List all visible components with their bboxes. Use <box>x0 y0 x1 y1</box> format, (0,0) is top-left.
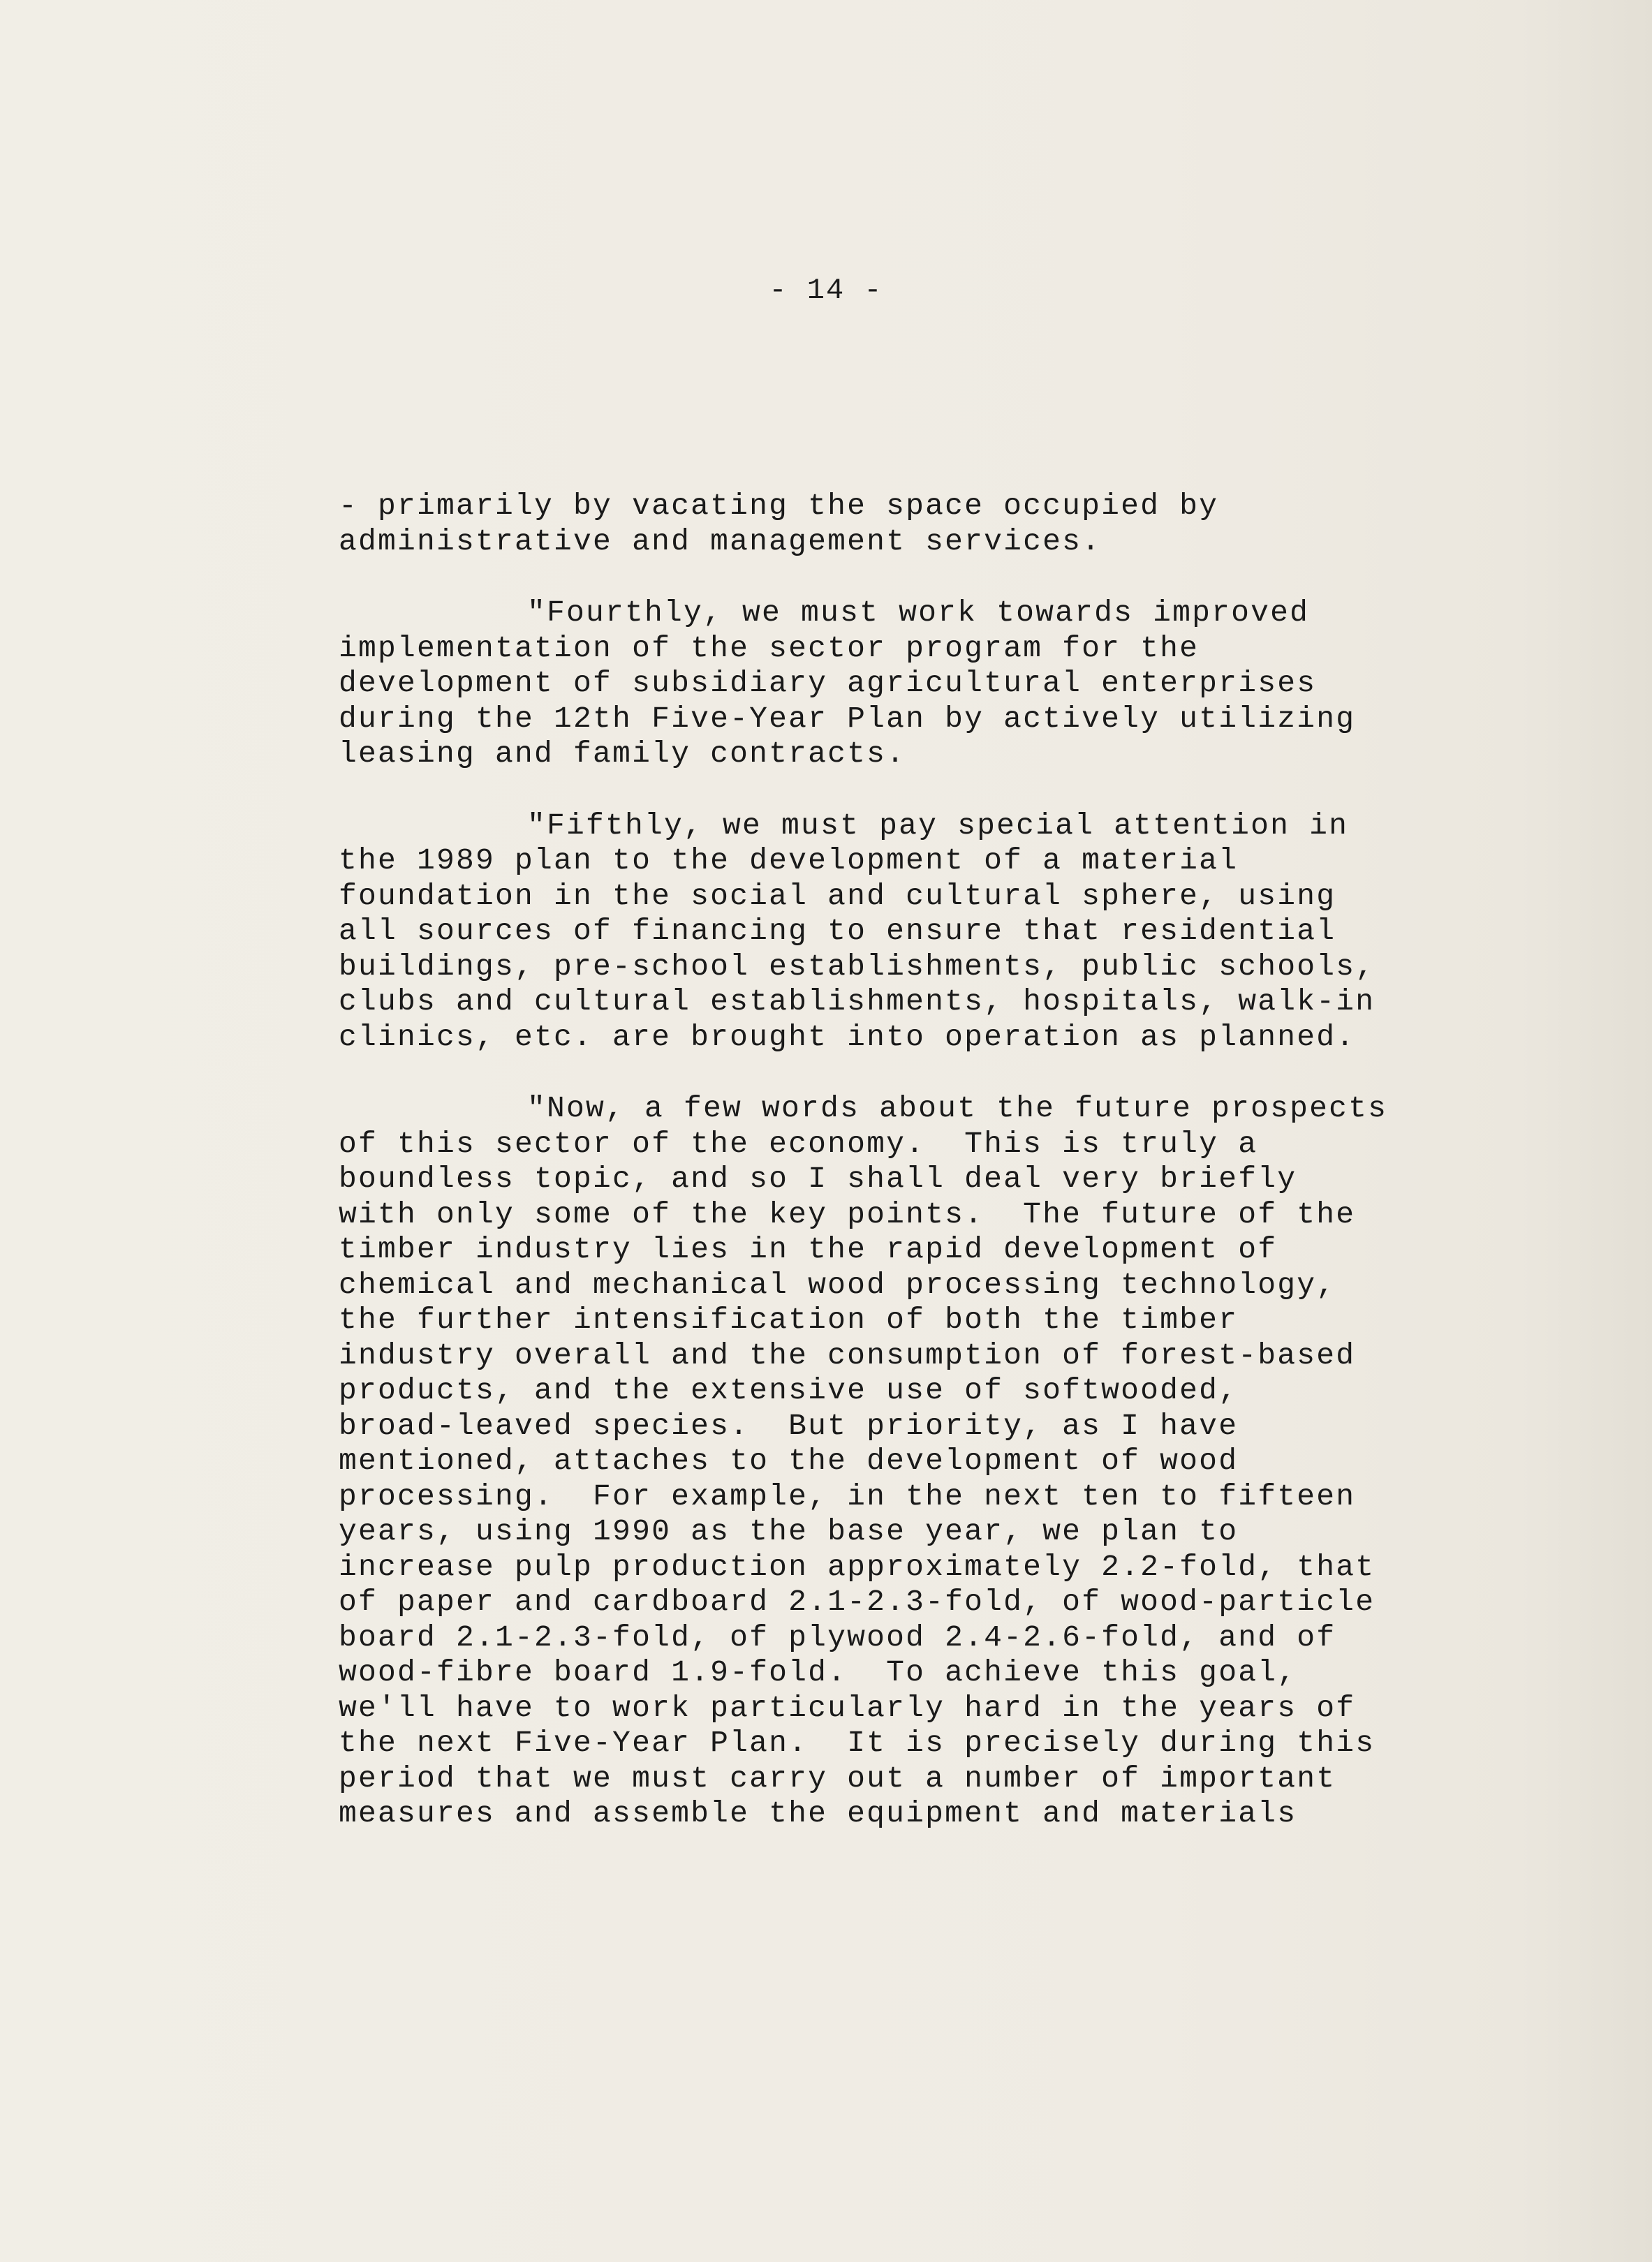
text-line: years, using 1990 as the base year, we plan to <box>339 1514 1239 1548</box>
text-line: during the 12th Five-Year Plan by actively utilizing <box>339 701 1356 736</box>
text-line: the further intensification of both the timber <box>339 1303 1239 1337</box>
paragraph-fifthly <box>339 808 1526 1056</box>
text-line: chemical and mechanical wood processing technology, <box>339 1267 1336 1302</box>
text-line: broad-leaved species. But priority, as I have <box>339 1408 1239 1443</box>
text-line: period that we must carry out a number of important <box>339 1761 1336 1796</box>
text-line: we'll have to work particularly hard in the years of <box>339 1690 1356 1725</box>
text-line: "Fourthly, we must work towards improved <box>527 596 1310 630</box>
text-line: mentioned, attaches to the development of wood <box>339 1444 1239 1478</box>
text-line: measures and assemble the equipment and materials <box>339 1796 1297 1831</box>
text-line: boundless topic, and so I shall deal very briefly <box>339 1162 1297 1196</box>
text-line: the next Five-Year Plan. It is precisely during this <box>339 1726 1376 1760</box>
text-line: clinics, etc. are brought into operation as planned. <box>339 1019 1356 1054</box>
text-line: clubs and cultural establishments, hospitals, walk-in <box>339 984 1376 1019</box>
text-line: products, and the extensive use of softwooded, <box>339 1373 1239 1407</box>
paragraph-fourthly <box>339 596 1526 772</box>
text-line: all sources of financing to ensure that residential <box>339 914 1336 948</box>
text-line: development of subsidiary agricultural enterprises <box>339 666 1317 700</box>
text-line: administrative and management services. <box>339 524 1102 559</box>
text-line: of this sector of the economy. This is truly a <box>339 1126 1258 1161</box>
text-line: the 1989 plan to the development of a material <box>339 843 1239 878</box>
text-line: increase pulp production approximately 2.2-fold, that <box>339 1549 1376 1584</box>
text-line: timber industry lies in the rapid development of <box>339 1232 1278 1266</box>
text-line: industry overall and the consumption of forest-based <box>339 1338 1356 1373</box>
text-line: leasing and family contracts. <box>339 737 906 771</box>
paragraph-continuation <box>339 489 1526 559</box>
page-number: - 14 - <box>769 274 883 307</box>
text-line: of paper and cardboard 2.1-2.3-fold, of wood-particle <box>339 1585 1376 1619</box>
body-text <box>339 489 1526 1868</box>
text-line: with only some of the key points. The future of the <box>339 1197 1356 1232</box>
text-line: buildings, pre-school establishments, public schools, <box>339 949 1376 984</box>
text-line: "Now, a few words about the future prospects <box>527 1091 1388 1125</box>
text-line: - primarily by vacating the space occupied by <box>339 489 1219 523</box>
text-line: foundation in the social and cultural sphere, using <box>339 878 1336 913</box>
text-line: implementation of the sector program for the <box>339 630 1200 665</box>
text-line: wood-fibre board 1.9-fold. To achieve this goal, <box>339 1655 1297 1690</box>
text-line: board 2.1-2.3-fold, of plywood 2.4-2.6-fold, and of <box>339 1620 1336 1655</box>
text-line: "Fifthly, we must pay special attention in <box>527 808 1349 843</box>
paragraph-future-prospects <box>339 1091 1526 1832</box>
text-line: processing. For example, in the next ten to fifteen <box>339 1479 1356 1514</box>
